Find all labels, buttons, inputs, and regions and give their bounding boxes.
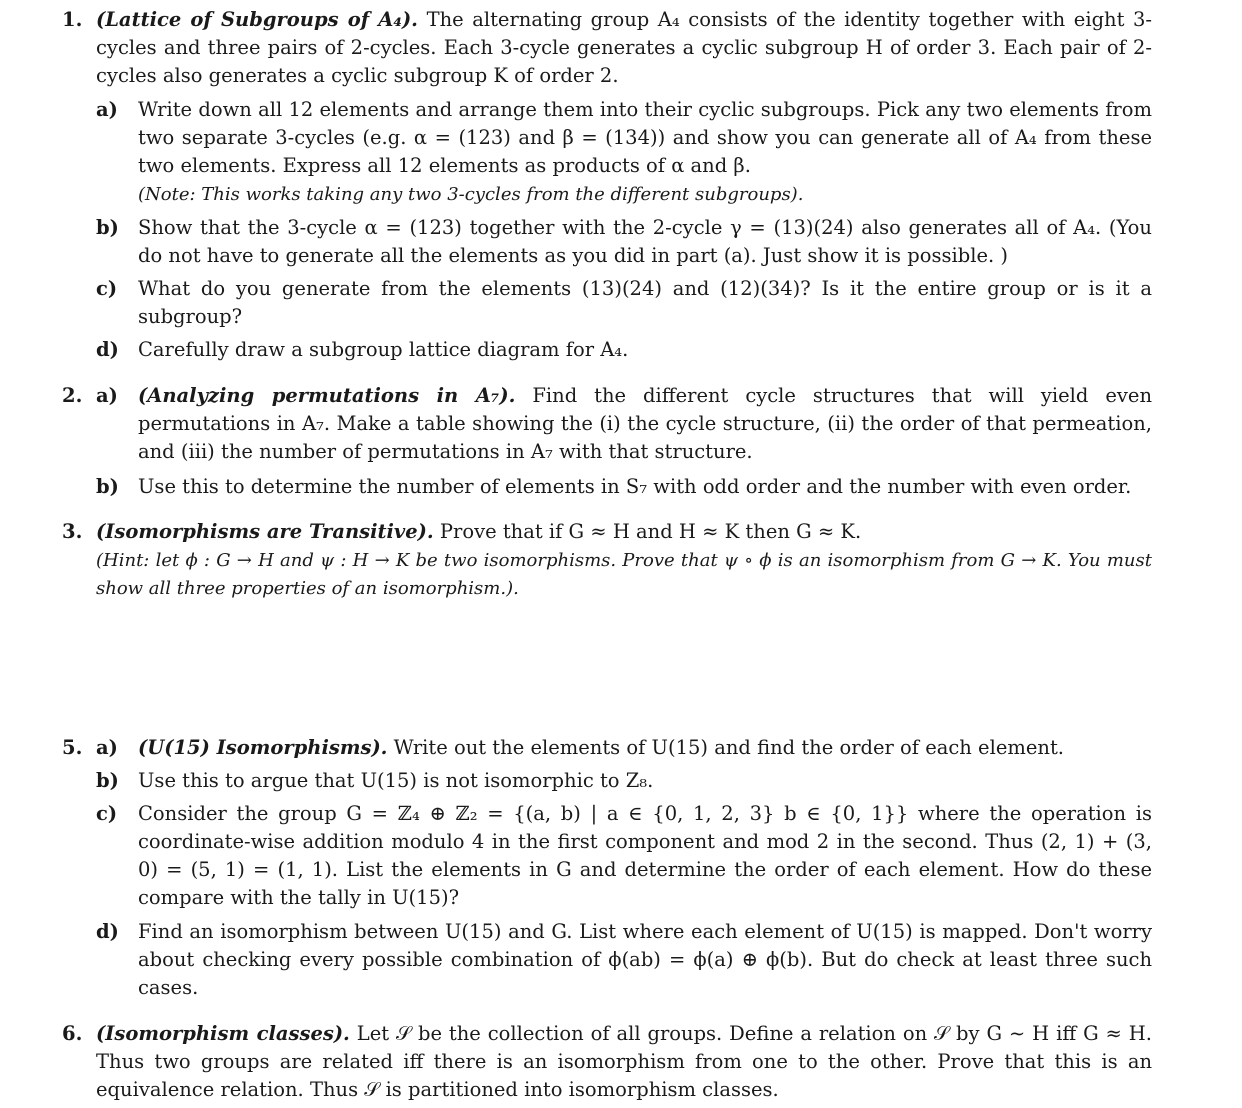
problem-title: (Analyzing permutations in A₇). [138, 384, 516, 407]
part-label: a) [96, 736, 118, 759]
problem-statement [96, 1020, 1152, 1104]
part-label: b) [96, 475, 119, 498]
part-a [96, 734, 1152, 762]
problem-statement [96, 6, 1152, 90]
part-text: Write out the elements of U(15) and find the order of each element. [393, 736, 1064, 759]
problem-hint: (Hint: let ϕ : G → H and ψ : H → K be two isomorphisms. Prove that ψ ∘ ϕ is an isomorphism from G → K. You must show all three properties of an isomorphism.). [96, 550, 1152, 599]
part-a [96, 382, 1152, 466]
part-text: Consider the group G = ℤ₄ ⊕ ℤ₂ = {(a, b) | a ∈ {0, 1, 2, 3} b ∈ {0, 1}} where the operation is coordinate-wise addition modulo 4 in the first component and mod 2 in the second. Thus (2, 1) + (3, 0) = (5, 1) = (1, 1). List the elements in G and determine the order of each element. How do these compare with the tally in U(15)? [138, 802, 1152, 909]
part-text: What do you generate from the elements (13)(24) and (12)(34)? Is it the entire group or is it a subgroup? [138, 277, 1152, 328]
part-note: (Note: This works taking any two 3-cycles from the different subgroups). [138, 184, 804, 205]
part-b [96, 473, 1152, 501]
part-c [96, 800, 1152, 912]
problem-text: Prove that if G ≈ H and H ≈ K then G ≈ K. [439, 520, 862, 543]
problem-title: (Lattice of Subgroups of A₄). [96, 8, 418, 31]
part-text: Use this to determine the number of elements in S₇ with odd order and the number with even order. [138, 475, 1132, 498]
part-text: Find an isomorphism between U(15) and G. List where each element of U(15) is mapped. Don't worry about checking every possible combination of ϕ(ab) = ϕ(a) ⊕ ϕ(b). But do check at least three such cases. [138, 920, 1152, 999]
problem-title: (Isomorphism classes). [96, 1022, 350, 1045]
part-c [96, 275, 1152, 331]
problem-number: 5. [62, 736, 83, 759]
part-label: b) [96, 769, 119, 792]
problem-title: (Isomorphisms are Transitive). [96, 520, 434, 543]
part-b [96, 767, 1152, 795]
part-label: a) [96, 384, 118, 407]
part-text: Find the different cycle structures that will yield even permutations in A₇. Make a table showing the (i) the cycle structure, (ii) the order of that permeation, and (iii) the number of permutations in A₇ with that structure. [138, 384, 1153, 463]
problem-title: (U(15) Isomorphisms). [138, 736, 388, 759]
part-text: Write down all 12 elements and arrange them into their cyclic subgroups. Pick any two elements from two separate 3-cycles (e.g. α = (123) and β = (134)) and show you can generate all of A₄ from these two elements. Express all 12 elements as products of α and β. [138, 98, 1152, 177]
problem-number: 2. [62, 384, 83, 407]
problem-number: 3. [62, 520, 83, 543]
part-label: b) [96, 216, 119, 239]
problem-number: 1. [62, 8, 83, 31]
problem-statement [96, 518, 1152, 546]
problem-text: The alternating group A₄ consists of the identity together with eight 3-cycles and three pairs of 2-cycles. Each 3-cycle generates a cyclic subgroup H of order 3. Each pair of 2-cycles also generates a cyclic subgroup K of order 2. [96, 8, 1153, 87]
part-label: d) [96, 920, 119, 943]
part-label: c) [96, 802, 118, 825]
part-label: a) [96, 98, 118, 121]
part-text: Carefully draw a subgroup lattice diagram for A₄. [138, 338, 629, 361]
part-d [96, 336, 1152, 364]
part-text: Show that the 3-cycle α = (123) together with the 2-cycle γ = (13)(24) also generates all of A₄. (You do not have to generate all the elements as you did in part (a). Just show it is possible. ) [138, 216, 1152, 267]
problem-text: Let 𝒮 be the collection of all groups. Define a relation on 𝒮 by G ∼ H iff G ≈ H. Thus two groups are related iff there is an isomorphism from one to the other. Prove that this is an equivalence relation. Thus 𝒮 is partitioned into isomorphism classes. [96, 1022, 1152, 1101]
part-b [96, 214, 1152, 270]
part-text: Use this to argue that U(15) is not isomorphic to Z₈. [138, 769, 654, 792]
part-a [96, 96, 1152, 209]
part-label: d) [96, 338, 119, 361]
part-label: c) [96, 277, 118, 300]
part-d [96, 918, 1152, 1002]
problem-number: 6. [62, 1022, 83, 1045]
